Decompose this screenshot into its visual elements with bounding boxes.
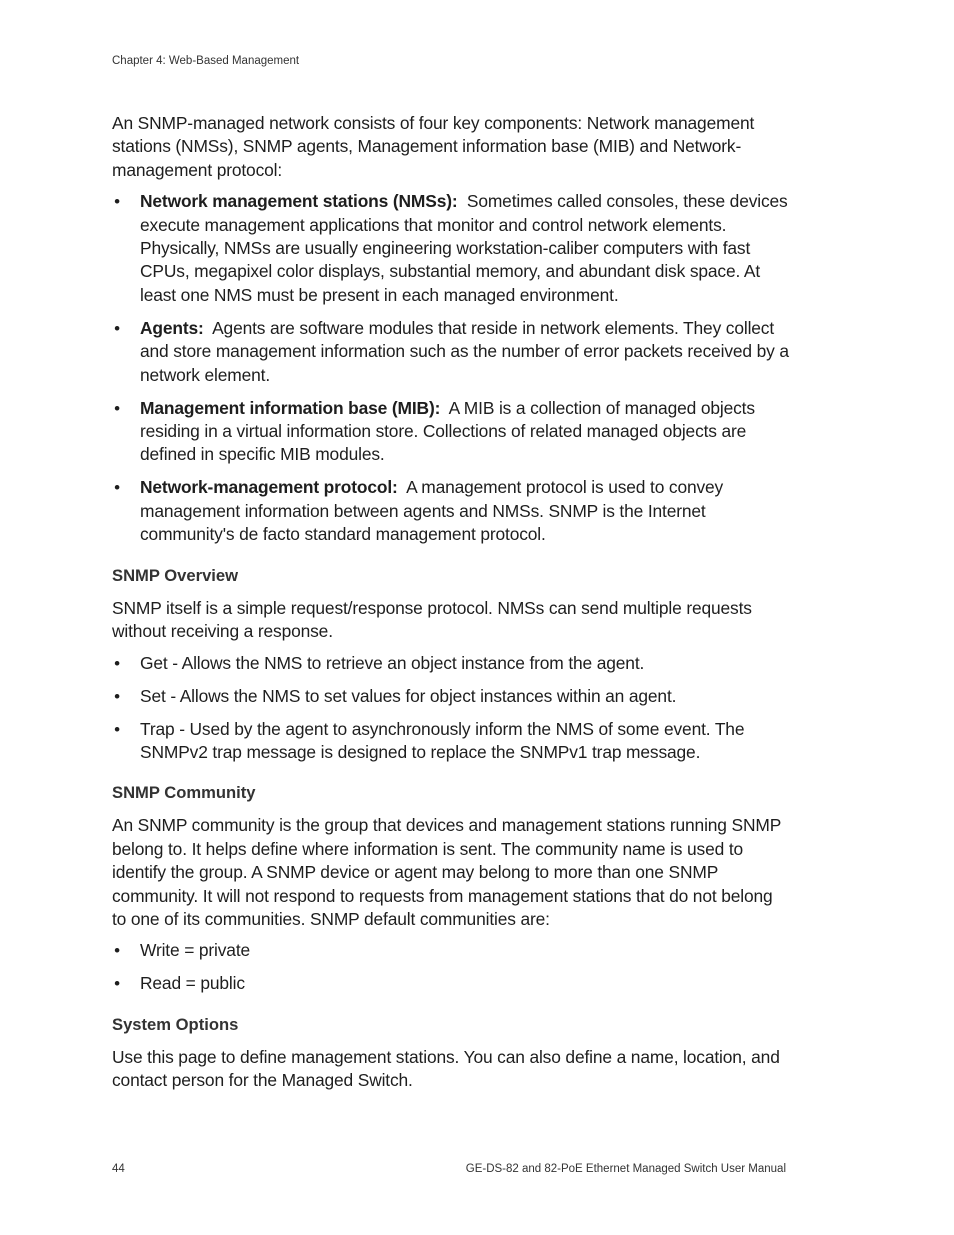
bullet-icon: • <box>114 686 120 706</box>
list-item-text: Trap - Used by the agent to asynchronously inform the NMS of some event. The SNMPv2 trap message is designed to replace the SNMPv1 trap message. <box>140 718 745 762</box>
list-item-text: Read = public <box>140 973 245 994</box>
definition: A management protocol is used to convey management information between agents and NMSs. SNMP is the Internet community's de facto standard management protocol. <box>140 477 724 545</box>
operations-list <box>112 652 790 765</box>
list-item <box>112 317 790 387</box>
bullet-icon: • <box>114 192 120 212</box>
community-paragraph: An SNMP community is the group that devices and management stations running SNMP belong to. It helps define where information is sent. The community name is used to identify the group. A SNMP device or agent may belong to more than one SNMP community. It will not respond to requests from management stations that do not belong to one of its communities. SNMP default communities are: <box>112 815 781 929</box>
list-item-text: Set - Allows the NMS to set values for object instances within an agent. <box>140 685 677 706</box>
overview-paragraph: SNMP itself is a simple request/response protocol. NMSs can send multiple requests without receiving a response. <box>112 597 752 642</box>
bullet-icon: • <box>114 318 120 338</box>
running-header: Chapter 4: Web-Based Management <box>112 55 300 67</box>
components-list <box>112 190 790 546</box>
bullet-icon: • <box>114 398 120 418</box>
bullet-icon: • <box>114 478 120 498</box>
list-item <box>112 718 790 765</box>
list-item <box>112 397 790 467</box>
term: Network management stations (NMSs): <box>140 191 458 212</box>
manual-title: GE-DS-82 and 82-PoE Ethernet Managed Switch User Manual <box>465 1163 786 1175</box>
list-item <box>112 939 790 962</box>
list-item-text: Write = private <box>140 940 251 961</box>
system-options-paragraph: Use this page to define management stations. You can also define a name, location, and contact person for the Managed Switch. <box>112 1046 780 1091</box>
term: Agents: <box>140 317 204 338</box>
bullet-icon: • <box>114 719 120 739</box>
intro-paragraph: An SNMP-managed network consists of four key components: Network management stations (NMSs), SNMP agents, Management information base (MIB) and Network-management protocol: <box>112 113 755 180</box>
definition: Sometimes called consoles, these devices execute management applications that monitor and control network elements. Physically, NMSs are usually engineering workstation-caliber computers with fast CPUs, megapixel color displays, substantial memory, and abundant disk space. At least one NMS must be present in each managed environment. <box>140 191 788 305</box>
section-heading-snmp-overview: SNMP Overview <box>112 565 239 585</box>
list-item <box>112 476 790 546</box>
section-heading-snmp-community: SNMP Community <box>112 783 256 803</box>
bullet-icon: • <box>114 974 120 994</box>
communities-list <box>112 939 790 995</box>
page-content <box>112 112 790 1093</box>
definition: Agents are software modules that reside in network elements. They collect and store management information such as the number of error packets received by a network element. <box>140 317 789 385</box>
list-item <box>112 685 790 708</box>
list-item <box>112 652 790 675</box>
section-heading-system-options: System Options <box>112 1014 239 1034</box>
definition: A MIB is a collection of managed objects residing in a virtual information store. Collections of related managed objects are defined in specific MIB modules. <box>140 397 755 465</box>
page-number: 44 <box>112 1163 125 1175</box>
bullet-icon: • <box>114 941 120 961</box>
bullet-icon: • <box>114 653 120 673</box>
term: Network-management protocol: <box>140 477 398 498</box>
list-item <box>112 972 790 995</box>
list-item <box>112 190 790 307</box>
term: Management information base (MIB): <box>140 397 441 418</box>
list-item-text: Get - Allows the NMS to retrieve an object instance from the agent. <box>140 652 645 673</box>
